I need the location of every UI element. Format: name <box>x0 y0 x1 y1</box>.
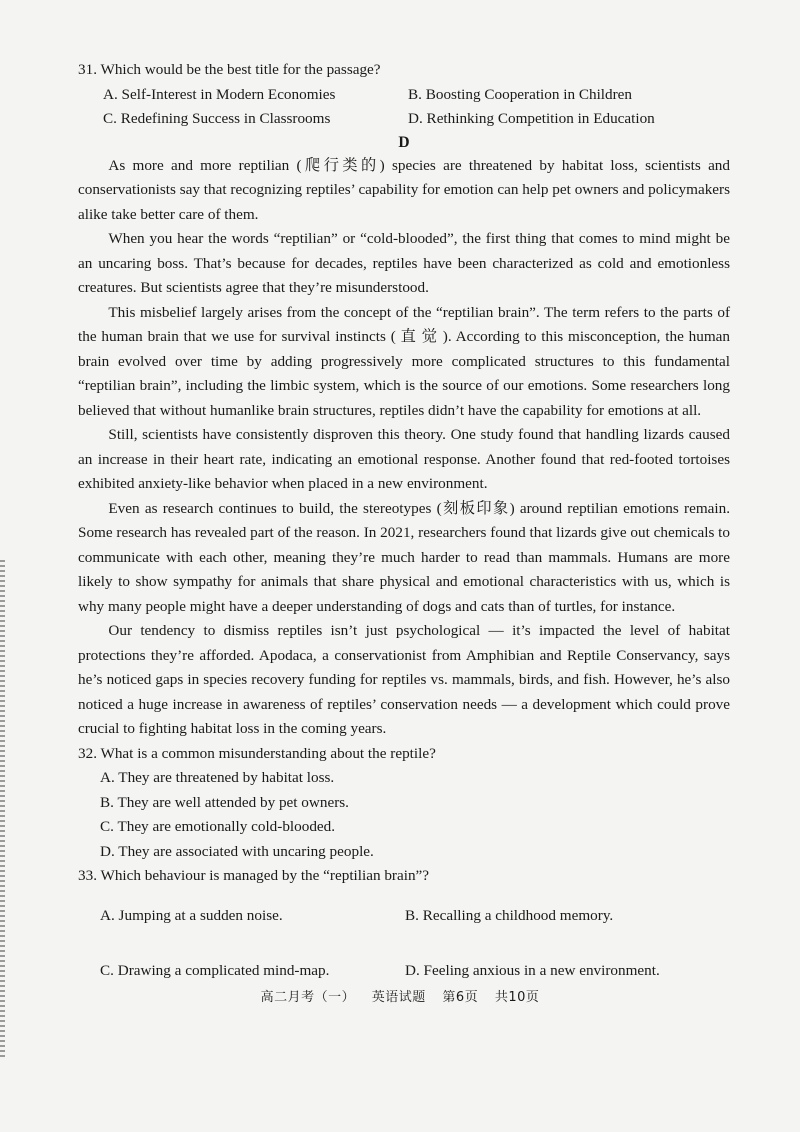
passage-paragraph-4: Still, scientists have consistently disproven this theory. One study found that handling lizards caused an increase in their heart rate, indicating an emotional response. Another found that red-footed tortoises exhibited anxiety-like behavior when placed in a new environment. <box>78 426 730 492</box>
passage-paragraph-3: This misbelief largely arises from the concept of the “reptilian brain”. The term refers to the parts of the human brain that we use for survival instincts ( 直 觉 ). According to this misconception, the human brain evolved over time by adding progressively more complicated structures to this fundamental “reptilian brain”, including the limbic system, which is the source of our emotions. Some researchers long believed that without humanlike brain structures, reptiles didn’t have the capability for emotions at all. <box>78 303 730 419</box>
q31-option-d: D. Rethinking Competition in Education <box>408 110 655 127</box>
question-33 <box>78 864 730 998</box>
question-31-options <box>78 83 730 132</box>
passage <box>78 154 730 742</box>
question-32 <box>78 742 730 865</box>
footer-exam: 高二月考（一） <box>260 990 356 1005</box>
question-31 <box>78 58 730 132</box>
q31-option-b: B. Boosting Cooperation in Children <box>408 85 633 103</box>
q33-option-c: C. Drawing a complicated mind-map. <box>100 961 330 979</box>
question-32-stem: 32. What is a common misunderstanding about the reptile? <box>78 744 436 762</box>
q33-option-b: B. Recalling a childhood memory. <box>405 906 614 924</box>
q31-option-c: C. Redefining Success in Classrooms <box>103 110 331 127</box>
passage-paragraph-1: As more and more reptilian (爬行类的) species are threatened by habitat loss, scientists and conservationists say that recognizing reptiles’ capability for emotion can help pet owners and policymakers alike take better care of them. <box>78 156 730 223</box>
passage-paragraph-5: Even as research continues to build, the stereotypes (刻板印象) around reptilian emotions remain. Some research has revealed part of the reason. In 2021, researchers found that lizards give out chemicals to communicate with each other, meaning they’re much harder to read than mammals. Humans are more likely to show sympathy for animals that share physical and emotional characteristics with us, which is why many people might have a deeper understanding of dogs and cats than of turtles, for instance. <box>78 499 730 615</box>
question-32-options <box>78 766 730 864</box>
q31-option-a: A. Self-Interest in Modern Economies <box>103 85 336 103</box>
page-footer <box>0 986 800 1005</box>
page-content <box>78 58 730 998</box>
question-33-options <box>78 889 730 999</box>
footer-subject: 英语试题 <box>371 990 426 1005</box>
passage-paragraph-2: When you hear the words “reptilian” or “cold-blooded”, the first thing that comes to mind might be an uncaring boss. That’s because for decades, reptiles have been characterized as cold and emotionless creatures. But scientists agree that they’re misunderstood. <box>78 230 730 296</box>
question-31-stem: 31. Which would be the best title for the passage? <box>78 61 381 78</box>
footer-page: 第6页 <box>442 990 479 1005</box>
q32-option-b: B. They are well attended by pet owners. <box>100 793 349 811</box>
q32-option-c: C. They are emotionally cold-blooded. <box>100 818 336 835</box>
passage-paragraph-6: Our tendency to dismiss reptiles isn’t just psychological — it’s impacted the level of habitat protections they’re afforded. Apodaca, a conservationist from Amphibian and Reptile Conservancy, says he’s noticed gaps in species recovery funding for reptiles vs. mammals, birds, and fish. However, he’s also noticed a huge increase in awareness of reptiles’ conservation needs — a development which could prove crucial to fighting habitat loss in the coming years. <box>78 622 730 737</box>
q33-option-a: A. Jumping at a sudden noise. <box>100 906 283 924</box>
q32-option-d: D. They are associated with uncaring people. <box>100 842 374 860</box>
question-33-stem: 33. Which behaviour is managed by the “reptilian brain”? <box>78 867 430 884</box>
q33-option-d: D. Feeling anxious in a new environment. <box>405 961 660 979</box>
q32-option-a: A. They are threatened by habitat loss. <box>100 769 335 786</box>
footer-total: 共10页 <box>494 990 540 1005</box>
section-letter: D <box>398 133 410 151</box>
binding-edge <box>0 560 5 1060</box>
